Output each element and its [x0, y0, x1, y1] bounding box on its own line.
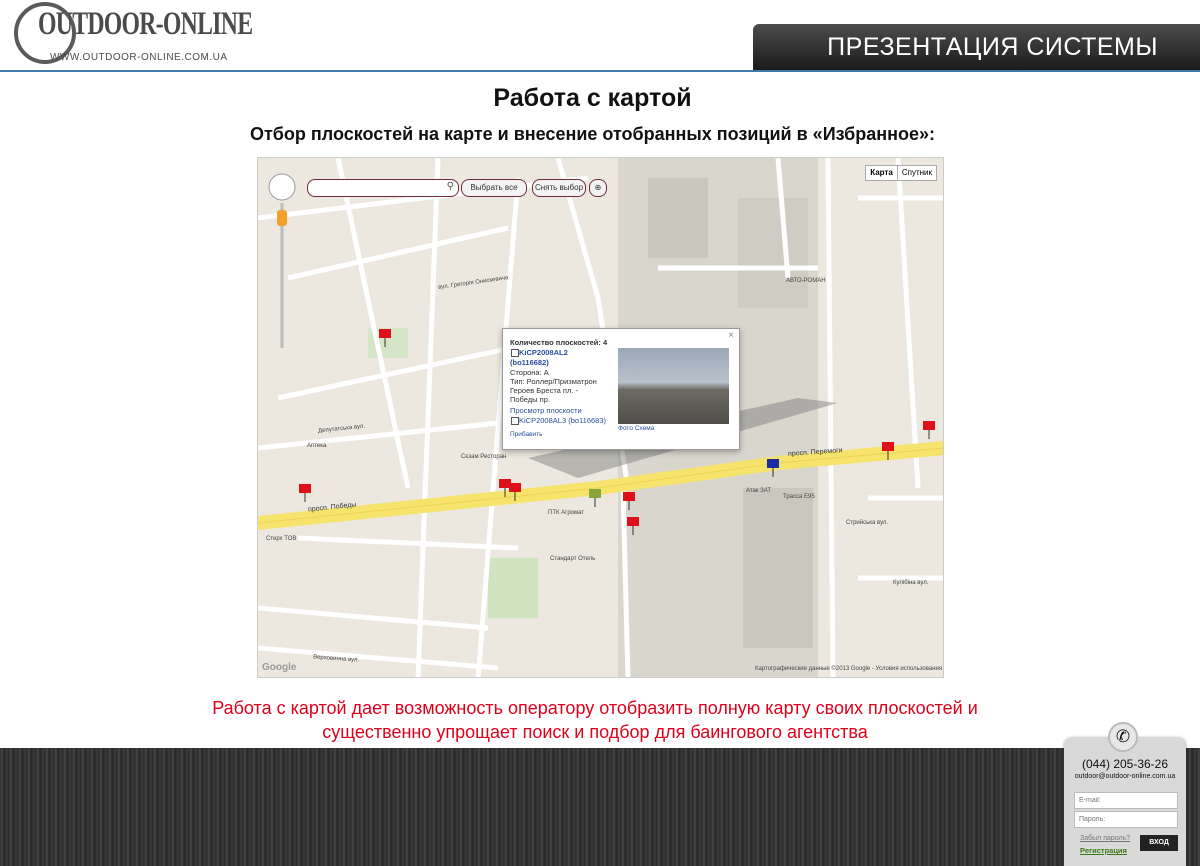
site-logo[interactable] — [14, 0, 253, 68]
street-label: просп. Перемоги — [787, 447, 843, 458]
billboard-marker-selected[interactable] — [588, 488, 602, 508]
billboard-marker-blue[interactable] — [766, 458, 780, 478]
street-label: Депутатська вул. — [317, 423, 366, 435]
street-label: вул. Грегорія Онискевича — [437, 275, 509, 291]
map-type-switch[interactable] — [865, 165, 937, 181]
password-field[interactable] — [1074, 811, 1178, 828]
slide-description — [0, 696, 1190, 744]
street-label: Стрийська вул. — [846, 520, 889, 526]
forgot-password-link[interactable]: Забыл пароль? — [1080, 835, 1131, 842]
popup-view-link[interactable]: Просмотр плоскости — [510, 406, 582, 415]
email-field[interactable] — [1074, 792, 1178, 809]
contact-login-panel — [1064, 727, 1186, 866]
popup-item1-address: Героев Бреста пл. - Победы пр. — [510, 386, 579, 404]
popup-item1-checkbox[interactable] — [511, 349, 519, 357]
presentation-banner — [753, 24, 1200, 70]
popup-item2-checkbox[interactable] — [511, 417, 519, 425]
phone-icon: ✆ — [1108, 722, 1138, 752]
popup-item2[interactable]: KiCP2008AL3 (bo116683) — [519, 416, 607, 425]
popup-item1-type: Тип: Роллер/Призматрон — [510, 377, 597, 386]
register-link[interactable]: Регистрация — [1080, 846, 1127, 855]
billboard-marker[interactable] — [622, 491, 636, 511]
description-line-1: Работа с картой дает возможность оператору отобразить полную карту своих плоскостей и — [212, 698, 978, 718]
map-park — [488, 558, 538, 618]
map-search-input[interactable] — [307, 179, 459, 197]
billboard-photo — [618, 348, 729, 424]
clear-selection-button[interactable]: Снять выбор — [532, 179, 586, 197]
slide-subtitle: Отбор плоскостей на карте и внесение отобранных позиций в «Избранное»: — [249, 124, 936, 144]
billboard-marker[interactable] — [626, 516, 640, 536]
street-label: Трасса Е95 — [783, 494, 815, 500]
street-label: Кулібіна вул. — [893, 580, 929, 586]
billboard-marker[interactable] — [881, 441, 895, 461]
description-line-2: существенно упрощает поиск и подбор для баингового агентства — [322, 722, 868, 742]
slide-title: Работа с картой — [493, 84, 692, 112]
pegman-icon[interactable] — [277, 210, 287, 226]
billboard-marker[interactable] — [298, 483, 312, 503]
map-label: Сєзам Ресторан — [461, 454, 507, 460]
map-type-map[interactable]: Карта — [870, 168, 893, 177]
popup-attach-link[interactable]: Прибавить — [510, 431, 543, 438]
billboard-marker[interactable] — [922, 420, 936, 440]
map-info-popup — [502, 328, 740, 450]
billboard-marker[interactable] — [508, 482, 522, 502]
contact-email[interactable]: outdoor@outdoor-online.com.ua — [1074, 773, 1176, 780]
map-label: ПТК Агромат — [548, 510, 585, 516]
map-label: Атак ЗАТ — [746, 488, 772, 494]
locate-icon[interactable]: ⊕ — [589, 179, 607, 197]
page-header — [0, 0, 1200, 72]
street-label: просп. Победы — [307, 501, 357, 514]
popup-count: Количество плоскостей: 4 — [510, 338, 608, 347]
popup-item1-id: (bo116682) — [510, 358, 549, 367]
search-icon[interactable]: ⚲ — [446, 181, 454, 192]
pan-control[interactable] — [269, 174, 295, 200]
photo-caption[interactable]: Фото Схема — [618, 425, 655, 432]
logo-url: WWW.OUTDOOR-ONLINE.COM.UA — [50, 52, 228, 63]
presentation-banner-label: ПРЕЗЕНТАЦИЯ СИСТЕМЫ — [827, 33, 1158, 61]
page-footer — [0, 748, 1200, 866]
select-all-button[interactable]: Выбрать все — [461, 179, 527, 197]
contact-phone: (044) 205-36-26 — [1081, 757, 1169, 771]
map-screenshot[interactable] — [257, 157, 944, 678]
popup-close-button[interactable]: × — [728, 330, 734, 341]
map-label: АВТО-РОМАН — [786, 278, 826, 284]
map-label: Стерх ТОВ — [266, 536, 297, 542]
popup-item1-code[interactable]: KiCP2008AL2 — [519, 348, 568, 357]
popup-item1-side: Сторона: А — [510, 368, 549, 377]
street-label: Верховинна вул. — [312, 654, 360, 664]
map-label: Стандарт Отель — [550, 556, 596, 562]
map-copyright: Картографические данные ©2013 Google - Условия использования — [755, 666, 943, 672]
login-button[interactable]: ВХОД — [1140, 835, 1178, 851]
map-block — [648, 178, 708, 258]
google-logo: Google — [262, 662, 297, 673]
map-block — [738, 198, 808, 308]
billboard-marker[interactable] — [378, 328, 392, 348]
logo-text: OUTDOOR-ONLINE — [38, 6, 253, 42]
map-label: Аптека — [307, 443, 327, 449]
map-block — [743, 488, 813, 648]
map-type-satellite[interactable]: Спутник — [897, 166, 936, 180]
header-divider — [0, 70, 1200, 72]
